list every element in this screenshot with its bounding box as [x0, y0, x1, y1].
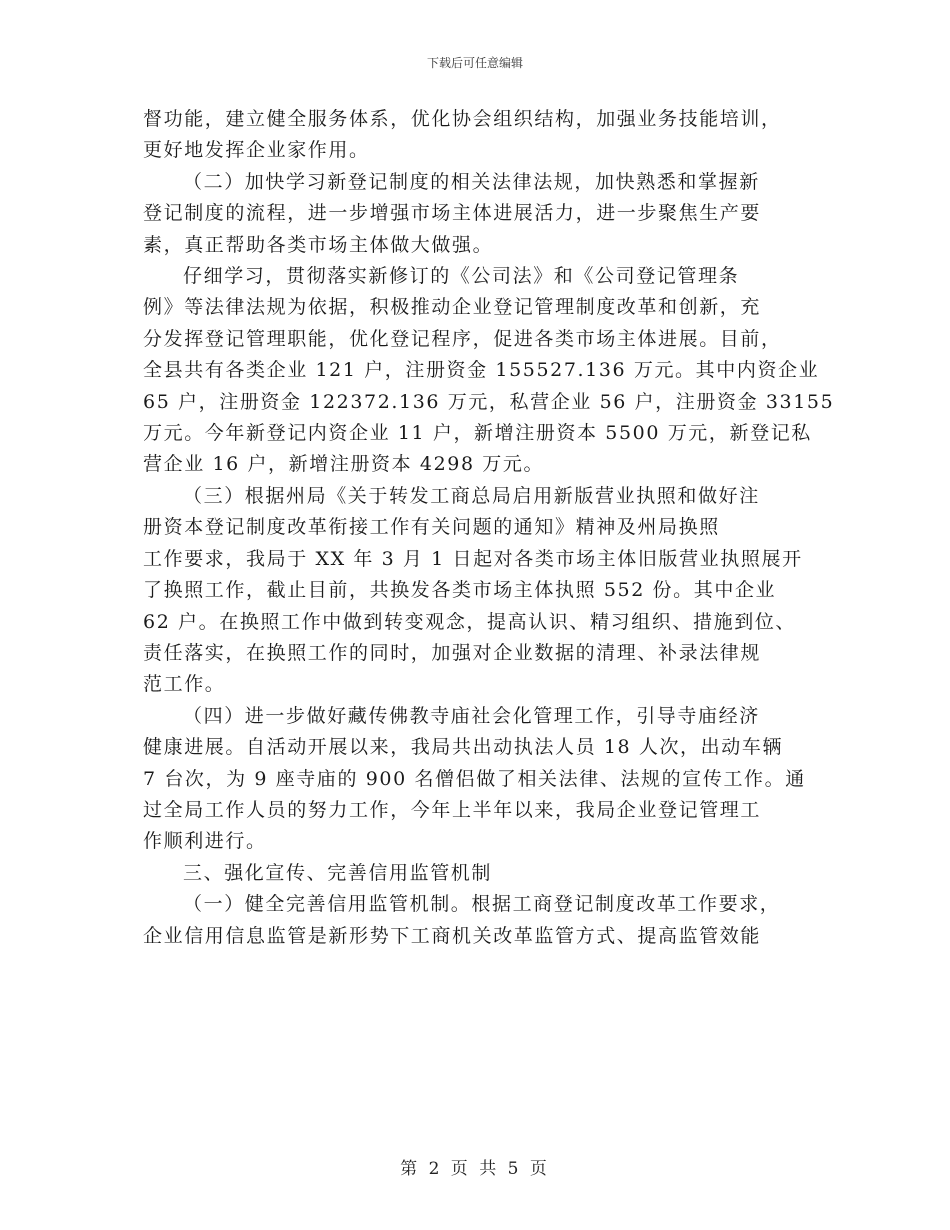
text-line: 督功能，建立健全服务体系，优化协会组织结构，加强业务技能培训，	[143, 108, 782, 130]
text-line: 营企业 16 户，新增注册资本 4298 万元。	[143, 453, 545, 476]
page-header-note: 下载后可任意编辑	[426, 56, 523, 70]
text-line: 责任落实，在换照工作的同时，加强对企业数据的清理、补录法律规	[143, 641, 762, 664]
paragraph	[143, 104, 811, 167]
text-line: 了换照工作，截止目前，共换发各类市场主体执照 552 份。其中企业	[143, 579, 777, 602]
text-line: 企业信用信息监管是新形势下工商机关改革监管方式、提高监管效能	[143, 924, 762, 947]
text-line: 仔细学习，贯彻落实新修订的《公司法》和《公司登记管理条	[183, 265, 740, 288]
paragraph	[143, 701, 811, 858]
text-line: 工作要求，我局于 XX 年 3 月 1 日起对各类市场主体旧版营业执照展开	[143, 547, 803, 570]
text-line: （一）健全完善信用监管机制。根据工商登记制度改革工作要求，	[183, 893, 781, 916]
text-line: （三）根据州局《关于转发工商总局启用新版营业执照和做好注	[183, 484, 760, 507]
text-line: 更好地发挥企业家作用。	[143, 139, 370, 162]
paragraph	[143, 261, 835, 481]
text-line: 作顺利进行。	[143, 830, 267, 853]
text-line: 健康进展。自活动开展以来，我局共出动执法人员 18 人次，出动车辆	[143, 736, 784, 759]
text-line: （四）进一步做好藏传佛教寺庙社会化管理工作，引导寺庙经济	[183, 704, 760, 727]
paragraph	[143, 889, 811, 952]
text-line: 三、强化宣传、完善信用监管机制	[183, 861, 493, 884]
text-line: 过全局工作人员的努力工作，今年上半年以来，我局企业登记管理工	[143, 798, 762, 821]
text-line: 全县共有各类企业 121 户，注册资金 155527.136 万元。其中内资企业	[143, 359, 820, 382]
paragraph	[143, 481, 811, 701]
text-line: 登记制度的流程，进一步增强市场主体进展活力，进一步聚焦生产要	[143, 202, 762, 225]
text-line: 范工作。	[143, 673, 226, 696]
text-line: 例》等法律法规为依据，积极推动企业登记管理制度改革和创新，充	[143, 296, 762, 319]
document-body	[143, 104, 835, 952]
text-line: 万元。今年新登记内资企业 11 户，新增注册资本 5500 万元，新登记私	[143, 422, 812, 445]
paragraph	[143, 167, 811, 261]
text-line: 7 台次，为 9 座寺庙的 900 名僧侣做了相关法律、法规的宣传工作。通	[143, 767, 806, 790]
page-number: 第 2 页 共 5 页	[400, 1159, 550, 1179]
text-line: 分发挥登记管理职能，优化登记程序，促进各类市场主体进展。目前，	[143, 327, 782, 350]
text-line: （二）加快学习新登记制度的相关法律法规，加快熟悉和掌握新	[183, 170, 760, 193]
text-line: 册资本登记制度改革衔接工作有关问题的通知》精神及州局换照	[143, 516, 720, 539]
text-line: 62 户。在换照工作中做到转变观念，提高认识、精习组织、措施到位、	[143, 610, 797, 633]
section-heading	[143, 858, 811, 889]
text-line: 素，真正帮助各类市场主体做大做强。	[143, 233, 494, 256]
text-line: 65 户，注册资金 122372.136 万元，私营企业 56 户，注册资金 33155	[143, 390, 835, 413]
